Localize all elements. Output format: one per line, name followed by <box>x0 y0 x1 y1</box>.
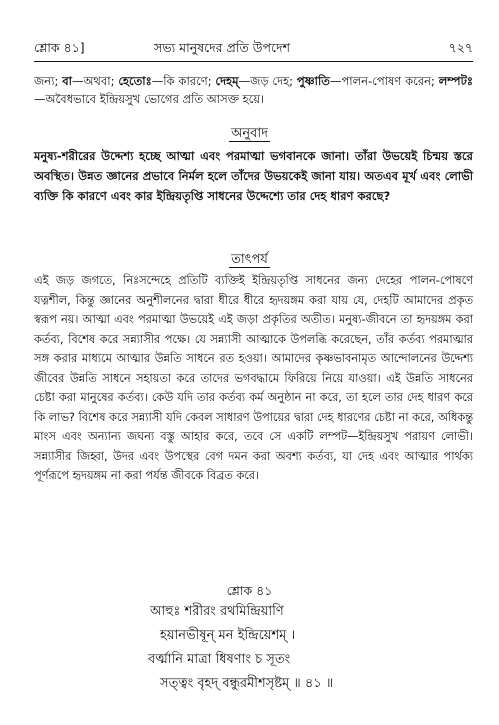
purport-text: এই জড় জগতে, নিঃসন্দেহে প্রতিটি ব্যক্তিই ইন্দ্রিয়তৃপ্তি সাধনের জন্য দেহের পালন-পোষণে যত্নশীল, কিন্তু জ্ঞানের অনুশীলনের দ্বারা ধীরে ধীরে হৃদয়ঙ্গম করা যায় যে, দেহটি আমাদের প্রকৃত স্বরূপ নয়। আত্মা এবং পরমাত্মা উভয়েই এই জড়া প্রকৃতির অতীত। মনুষ্য-জীবনে তা হৃদয়ঙ্গম করা কর্তব্য, বিশেষ করে সন্ন্যাসীর পক্ষে। যে সন্ন্যাসী আত্মাকে উপলব্ধি করেছেন, তাঁর কর্তব্য পরমাত্মার সঙ্গ করার মাধ্যমে আত্মার উন্নতি সাধনে রত হওয়া। আমাদের কৃষ্ণভাবনামৃত আন্দোলনের উদ্দেশ্য জীবের উন্নতি সাধনে সহায়তা করে তাদের ভগবদ্ধামে ফিরিয়ে নিয়ে যাওয়া। এই উন্নতি সাধনের চেষ্টা করা মানুষের কর্তব্য। কেউ যদি তার কর্তব্য কর্ম অনুষ্ঠান না করে, তা হলে তার দেহ ধারণ করে কি লাভ? বিশেষ করে সন্ন্যাসী যদি কেবল সাধারণ উপায়ের দ্বারা দেহ ধারণের চেষ্টা না করে, অধিকন্তু মাংস এবং অন্যান্য জঘন্য বস্তু আহার করে, তবে সে একটি লম্পট—ইন্দ্রিয়সুখ পরায়ণ লোভী। সন্ন্যাসীর জিহ্বা, উদর এবং উপস্থের বেগ দমন করা অবশ্য কর্তব্য, যা দেহ এবং আত্মার পার্থক্য পূর্ণরূপে হৃদয়ঙ্গম না করা পর্যন্ত জীবকে বিব্রত করে। <box>34 274 473 482</box>
page-header <box>34 40 473 58</box>
synonym-term: বা <box>62 74 72 88</box>
synonym-term: লম্পটঃ <box>438 74 473 88</box>
verse-line: আহুঃ শরীরং রথমিন্দ্রিয়াণি <box>150 604 284 619</box>
synonyms-paragraph <box>34 72 473 108</box>
verse-line: বর্ত্মানি মাত্রা ধিষণাং চ সূতং <box>148 652 291 667</box>
synonym-part: —কি কারণে; <box>151 74 216 88</box>
purport-heading: তাৎপর্য <box>231 252 268 267</box>
translation-heading: অনুবাদ <box>231 126 268 141</box>
synonym-part: —পালন-পোষণ করেন; <box>329 74 439 88</box>
synonym-part: জন্য; <box>34 74 63 88</box>
synonym-term: পুষ্ণাতি <box>296 74 330 88</box>
synonym-part: —অথবা; <box>71 74 119 88</box>
synonym-term: হেতোঃ <box>118 74 152 88</box>
verse-line: সত্ত্বং বৃহদ্ বন্ধুরমীশসৃষ্টম্ ॥ ৪১ ॥ <box>160 676 334 691</box>
verse-label: শ্লোক ৪১ <box>226 583 273 598</box>
verse-line: হয়ানভীষূন্ মন ইন্দ্রিয়েশম্ । <box>160 628 296 643</box>
synonym-part: —অবৈধভাবে ইন্দ্রিয়সুখ ভোগের প্রতি আসক্ত হয়ে। <box>34 92 265 106</box>
sanskrit-verse <box>0 600 499 696</box>
header-verse-ref: শ্লোক ৪১] <box>34 40 85 55</box>
synonym-part: —জড় দেহ; <box>238 74 297 88</box>
translation-text: মনুষ্য-শরীরের উদ্দেশ্য হচ্ছে আত্মা এবং পরমাত্মা ভগবানকে জানা। তাঁরা উভয়েই চিন্ময় স্তরে অবস্থিত। উন্নত জ্ঞানের প্রভাবে নির্মল হলে তাঁদের উভয়কেই জানা যায়। অতএব মূর্খ এবং লোভী ব্যক্তি কি কারণে এবং কার ইন্দ্রিয়তৃপ্তি সাধনের উদ্দেশ্যে তার দেহ ধারণ করছে? <box>34 149 473 203</box>
page-number: ৭২৭ <box>448 40 473 55</box>
header-chapter-title: সভ্য মানুষদের প্রতি উপদেশ <box>154 40 290 55</box>
synonym-term: দেহম্ <box>215 74 239 88</box>
header-rule <box>34 61 473 62</box>
